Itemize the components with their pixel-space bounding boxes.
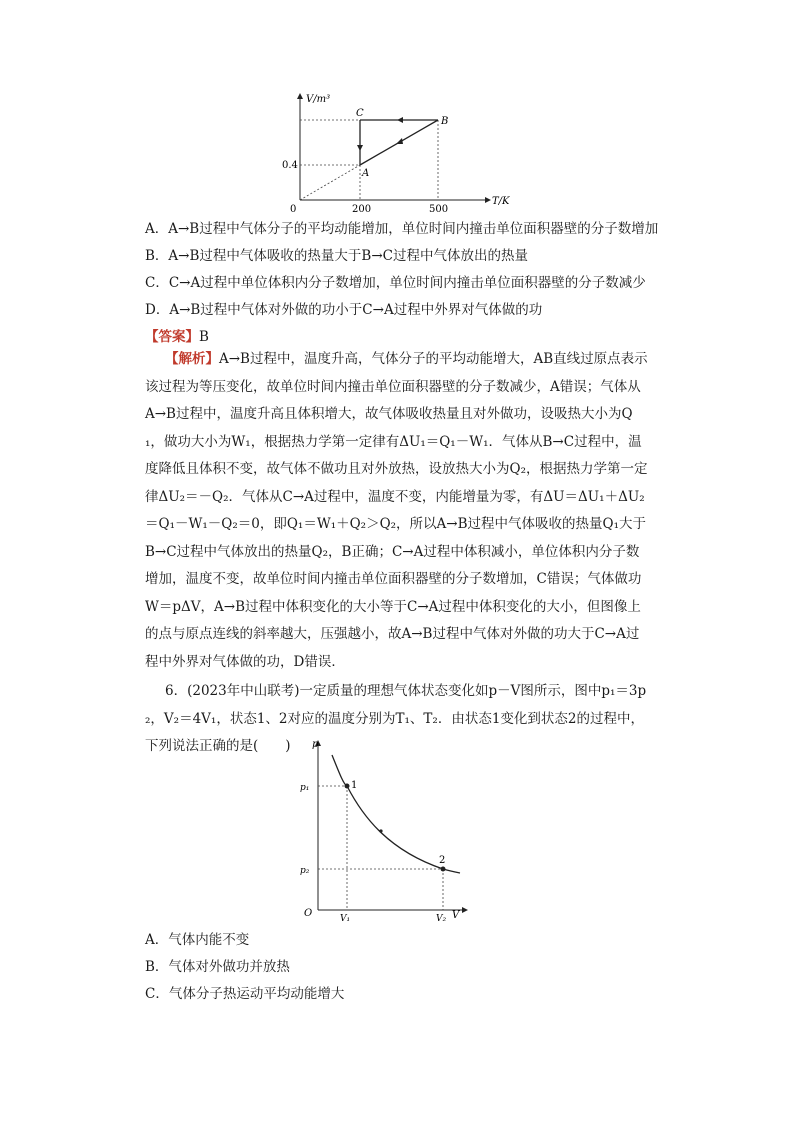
answer-value: B <box>199 329 209 345</box>
vt-x-tick-500: 500 <box>429 204 449 213</box>
pv-graph <box>292 735 477 925</box>
vt-point-c: C <box>356 108 364 119</box>
vt-point-b: B <box>441 116 449 127</box>
pv-y-label: p <box>312 739 319 750</box>
vt-y-label: V/m³ <box>306 94 331 105</box>
analysis-text: A→B过程中，温度升高，气体分子的平均动能增大，AB直线过原点表示该过程为等压变化，故单位时间内撞击单位面积器壁的分子数减少，A错误；气体从A→B过程中，温度升高且体积增大，故气体吸收热量且对外做功，设吸热大小为Q₁，做功大小为W₁，根据热力学第一定律有ΔU₁＝Q₁－W₁．气体从B→C过程中，温度降低且体积不变，故气体不做功且对外放热，设放热大小为Q₂，根据热力学第一定律ΔU₂＝－Q₂．气体从C→A过程中，温度不变，内能增量为零，有ΔU＝ΔU₁＋ΔU₂＝Q₁－W₁－Q₂＝0，即Q₁＝W₁＋Q₂＞Q₂，所以A→B过程中气体吸收的热量Q₁大于B→C过程中气体放出的热量Q₂，B正确；C→A过程中体积减小，单位体积内分子数增加，温度不变，故单位时间内撞击单位面积器壁的分子数增加，C错误；气体做功W＝pΔV，A→B过程中体积变化的大小等于C→A过程中体积变化的大小，但图像上的点与原点连线的斜率越大，压强越小，故A→B过程中气体对外做的功大于C→A过程中外界对气体做的功，D错误． <box>145 351 648 670</box>
pv-state1-label: 1 <box>351 780 358 791</box>
q6-option-b: B．气体对外做功并放热 <box>145 959 290 975</box>
q5-option-c: C．C→A过程中单位体积内分子数增加，单位时间内撞击单位面积器壁的分子数减少 <box>145 275 646 291</box>
q6-option-a: A．气体内能不变 <box>145 932 250 948</box>
pv-x-label: V <box>452 910 460 921</box>
analysis-paragraph <box>145 346 650 676</box>
vt-x-label: T/K <box>492 196 510 207</box>
answer-tag: 【答案】 <box>145 329 199 345</box>
analysis-tag: 【解析】 <box>165 351 219 367</box>
answer-line <box>145 327 209 347</box>
vt-graph <box>270 88 520 213</box>
pv-p2-label: p₂ <box>300 866 310 876</box>
q5-option-d: D．A→B过程中气体对外做的功小于C→A过程中外界对气体做的功 <box>145 302 543 318</box>
question6-stem: 6．(2023年中山联考)一定质量的理想气体状态变化如p－V图所示，图中p₁＝3p₂，V₂＝4V₁，状态1、2对应的温度分别为T₁、T₂．由状态1变化到状态2的过程中，下列说法正确的是( ) <box>145 683 647 754</box>
q5-option-a: A．A→B过程中气体分子的平均动能增加，单位时间内撞击单位面积器壁的分子数增加 <box>145 221 659 237</box>
pv-p1-label: p₁ <box>300 783 310 793</box>
pv-state2-label: 2 <box>439 855 446 866</box>
q5-option-b: B．A→B过程中气体吸收的热量大于B→C过程中气体放出的热量 <box>145 248 528 264</box>
pv-v2-label: V₂ <box>436 914 447 924</box>
pv-v1-label: V₁ <box>340 914 351 924</box>
vt-x-tick-200: 200 <box>352 204 372 213</box>
vt-y-tick: 0.4 <box>282 160 298 171</box>
pv-origin: O <box>304 908 313 919</box>
vt-origin: 0 <box>290 204 297 213</box>
vt-point-a: A <box>362 168 370 179</box>
q6-option-c: C．气体分子热运动平均动能增大 <box>145 986 345 1002</box>
